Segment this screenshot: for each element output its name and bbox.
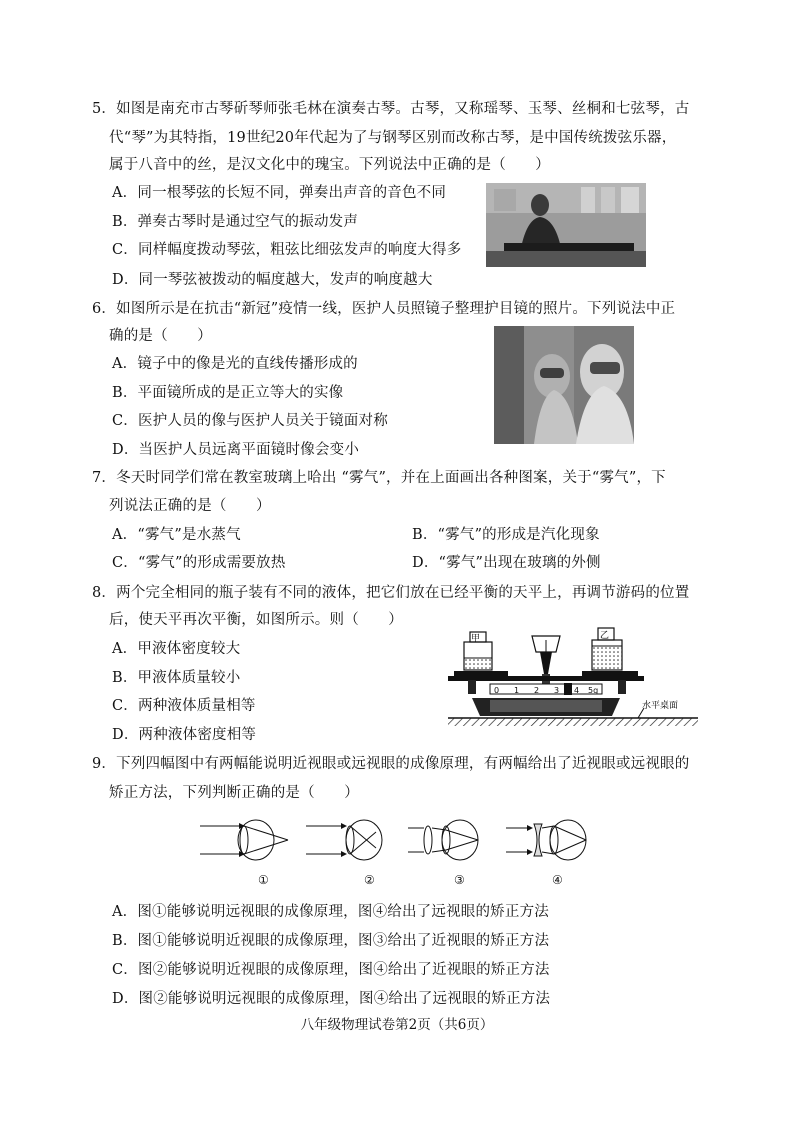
page-footer: 八年级物理试卷第2页（共6页）: [300, 1017, 494, 1033]
balance-figure: [448, 622, 704, 740]
q8-option-c: C．两种液体质量相等: [112, 698, 256, 714]
eye-diagram-3: [408, 820, 478, 860]
eye-diagram-4: [506, 820, 586, 860]
rider-weight: [564, 683, 572, 695]
q8-stem-line1: 8．两个完全相同的瓶子装有不同的液体，把它们放在已经平衡的天平上，再调节游码的位置: [92, 585, 690, 601]
q6-option-a: A．镜子中的像是光的直线传播形成的: [112, 356, 358, 372]
q9-option-b: B．图①能够说明近视眼的成像原理，图③给出了近视眼的矫正方法: [112, 933, 550, 949]
scale-tick-4: 4: [574, 686, 580, 695]
q5-option-c: C．同样幅度拨动琴弦，粗弦比细弦发声的响度大得多: [112, 242, 462, 258]
q8-option-b: B．甲液体质量较小: [112, 670, 241, 686]
q8-option-a: A．甲液体密度较大: [112, 641, 241, 657]
q9-option-c: C．图②能够说明近视眼的成像原理，图④给出了近视眼的矫正方法: [112, 962, 550, 978]
scale-tick-0: 0: [494, 686, 500, 695]
q8-option-d: D．两种液体密度相等: [112, 727, 257, 743]
q7-option-a: A．“雾气”是水蒸气: [112, 527, 241, 543]
q5-option-b: B．弹奏古琴时是通过空气的振动发声: [112, 214, 359, 230]
q6-stem-line2: 确的是（ ）: [109, 328, 212, 344]
q9-stem-line2: 矫正方法，下列判断正确的是（ ）: [109, 785, 359, 801]
scale-tick-5: 5g: [588, 686, 599, 695]
q5-stem-line2: 代“琴”为其特指，19世纪20年代起为了与钢琴区别而改称古琴，是中国传统拨弦乐器，: [109, 130, 677, 146]
scale-tick-3: 3: [554, 686, 560, 695]
q9-option-d: D．图②能够说明远视眼的成像原理，图④给出了远视眼的矫正方法: [112, 991, 551, 1007]
table-label: 水平桌面: [642, 701, 679, 711]
guqin-player-photo: [486, 183, 646, 267]
scale-tick-1: 1: [514, 686, 520, 695]
q5-option-a: A．同一根琴弦的长短不同，弹奏出声音的音色不同: [112, 185, 447, 201]
bottle-yi: [592, 628, 622, 670]
q9-option-a: A．图①能够说明远视眼的成像原理，图④给出了远视眼的矫正方法: [112, 904, 549, 920]
q6-stem-line1: 6．如图所示是在抗击“新冠”疫情一线，医护人员照镜子整理护目镜的照片。下列说法中正: [92, 301, 676, 317]
q6-option-d: D．当医护人员远离平面镜时像会变小: [112, 442, 360, 458]
q5-stem-line1: 5．如图是南充市古琴斫琴师张毛林在演奏古琴。古琴，又称瑶琴、玉琴、丝桐和七弦琴，古: [92, 101, 690, 117]
eye-label-4: ④: [552, 873, 563, 887]
eye-diagram-1: [200, 820, 288, 860]
q9-stem-line1: 9．下列四幅图中有两幅能说明近视眼或远视眼的成像原理，有两幅给出了近视眼或远视眼的: [92, 756, 690, 772]
eye-diagrams: [196, 808, 616, 890]
q5-stem-line3: 属于八音中的丝，是汉文化中的瑰宝。下列说法中正确的是（ ）: [109, 157, 550, 173]
eye-label-2: ②: [364, 873, 375, 887]
scale-tick-2: 2: [534, 686, 540, 695]
q6-option-b: B．平面镜所成的是正立等大的实像: [112, 385, 344, 401]
eye-label-1: ①: [258, 873, 269, 887]
bottle-yi-label: 乙: [600, 631, 610, 641]
eye-label-3: ③: [454, 873, 465, 887]
q7-stem-line2: 列说法正确的是（ ）: [109, 498, 271, 514]
eye-diagram-2: [306, 820, 382, 860]
q7-option-d: D．“雾气”出现在玻璃的外侧: [412, 555, 601, 571]
q5-option-d: D．同一琴弦被拨动的幅度越大，发声的响度越大: [112, 272, 433, 288]
bottle-jia-label: 甲: [471, 634, 481, 644]
q7-option-c: C．“雾气”的形成需要放热: [112, 555, 286, 571]
q7-stem-line1: 7．冬天时同学们常在教室玻璃上哈出 “雾气”，并在上面画出各种图案，关于“雾气”，下: [92, 470, 666, 486]
q7-option-b: B．“雾气”的形成是汽化现象: [412, 527, 600, 543]
q6-option-c: C．医护人员的像与医护人员关于镜面对称: [112, 413, 388, 429]
q8-stem-line2: 后，使天平再次平衡，如图所示。则（ ）: [109, 612, 403, 628]
bottle-jia: [464, 632, 492, 670]
medic-mirror-photo: [494, 326, 634, 444]
